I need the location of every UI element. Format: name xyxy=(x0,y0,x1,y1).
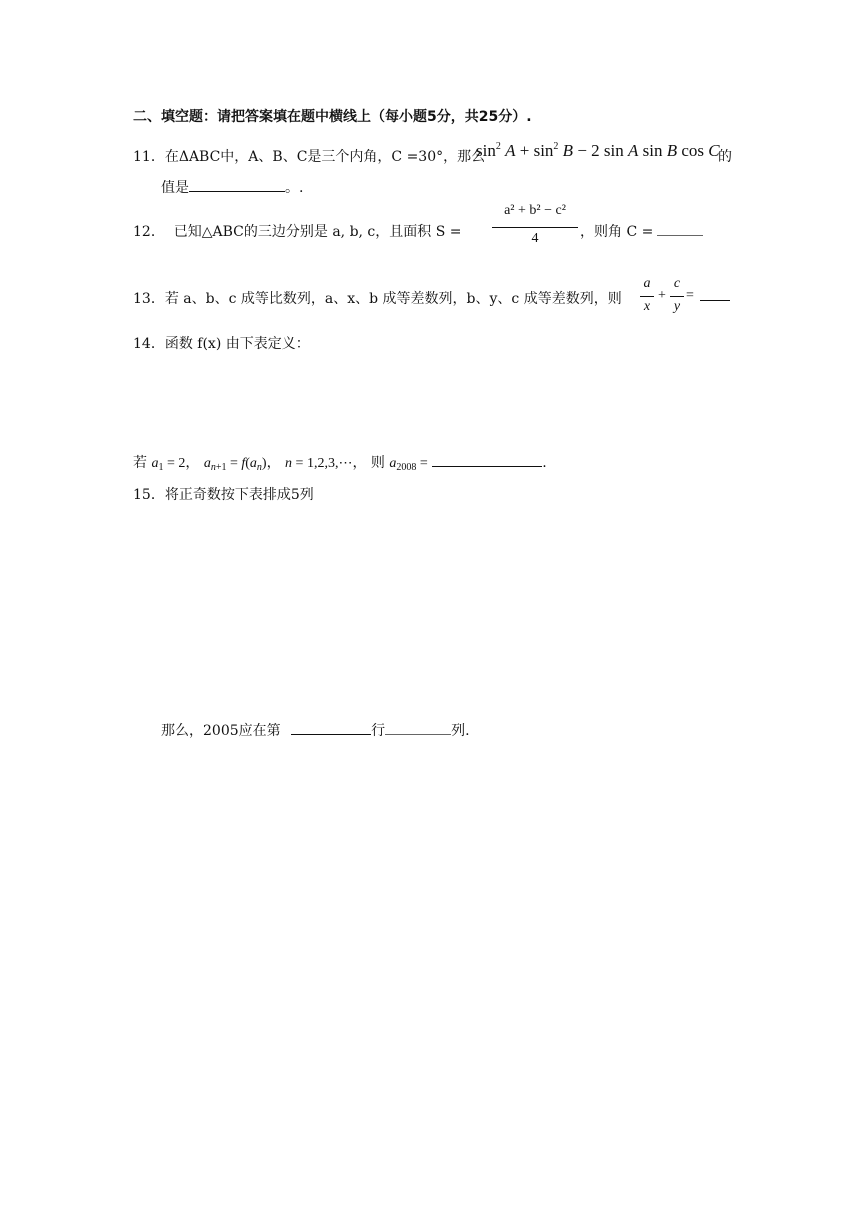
q13-frac2-bar xyxy=(670,296,684,297)
q11-number: 11． xyxy=(133,149,165,165)
q11-formula: $\sin^2 A + \sin^2 B - 2$ sin A sin B cos C xyxy=(476,141,720,160)
q15-row-word: 行 xyxy=(371,723,386,739)
q14-text: 函数 f(x) 由下表定义： xyxy=(164,336,310,352)
q13-answer-blank-wrap xyxy=(700,288,730,305)
q13-frac1-denominator: x xyxy=(643,299,651,314)
q14-cond2: $a_{n+1} = f(a_n)$ xyxy=(203,456,267,473)
q14-number: 14． xyxy=(133,336,165,352)
q13-fraction-c-y xyxy=(670,276,684,320)
q13-plus: + xyxy=(658,288,666,303)
q14-then: 则 xyxy=(370,455,385,471)
q14-target: $a_{2008}$ = xyxy=(389,456,428,473)
q15-answer-prefix: 那么，2005应在第 xyxy=(161,723,281,739)
q13-frac1-numerator: a xyxy=(643,276,651,291)
q11-text: 在ΔABC中，A、B、C是三个内角，C =30°，那么 xyxy=(164,149,486,165)
q15-number: 15． xyxy=(133,487,165,503)
q12-fraction-numerator: a² + b² − c² xyxy=(504,203,566,218)
q13-number: 13． xyxy=(133,291,165,307)
section-heading: 二、填空题：请把答案填在题中横线上（每小题5分，共25分）. xyxy=(133,109,532,125)
q15-answer-line xyxy=(161,720,470,740)
q15-text: 将正奇数按下表排成5列 xyxy=(164,487,314,503)
q14-line2: 若 $a_1 = 2$， $a_{n+1} = f(a_n)$， n = 1,2,3,⋯， 则 $a_{2008}$ = . xyxy=(133,455,547,473)
q12-fraction-bar xyxy=(492,227,578,228)
q14-cond3: n = 1,2,3,⋯ xyxy=(285,456,353,471)
q13-frac1-bar xyxy=(640,296,654,297)
q13-fraction-a-x xyxy=(640,276,654,320)
q11-suffix: 的 xyxy=(718,149,732,165)
q14-cond1: $a_1 = 2$ xyxy=(151,456,186,473)
q14-answer-blank[interactable] xyxy=(432,454,542,467)
question-15 xyxy=(133,484,314,504)
question-12 xyxy=(133,221,462,241)
q13-answer-blank[interactable] xyxy=(700,288,730,301)
q13-frac2-numerator: c xyxy=(673,276,681,291)
q14-end: . xyxy=(542,455,547,471)
q14-prefix: 若 xyxy=(133,455,147,471)
question-13 xyxy=(133,288,622,308)
q12-fraction-denominator: 4 xyxy=(531,231,539,246)
question-14 xyxy=(133,333,310,353)
q13-text: 若 a、b、c 成等比数列，a、x、b 成等差数列，b、y、c 成等差数列，则 xyxy=(164,291,622,307)
q12-number: 12． xyxy=(133,224,165,240)
q15-col-blank[interactable] xyxy=(385,722,451,735)
q15-col-word: 列. xyxy=(451,723,470,739)
q11-end: 。. xyxy=(285,180,304,196)
q12-fraction xyxy=(492,203,578,253)
q12-suffix-text: ，则角 C = xyxy=(580,224,654,240)
q13-frac2-denominator: y xyxy=(673,299,681,314)
q13-equals: = xyxy=(686,288,694,303)
question-11 xyxy=(133,146,485,166)
q11-answer-blank[interactable] xyxy=(189,179,285,192)
q11-value-label: 值是 xyxy=(161,180,189,196)
q12-answer-blank[interactable] xyxy=(657,223,703,236)
q15-row-blank[interactable] xyxy=(291,722,371,735)
q12-text: 已知△ABC的三边分别是 a, b, c，且面积 S = xyxy=(173,224,462,240)
q11-line2 xyxy=(161,177,303,197)
q12-suffix xyxy=(580,221,703,241)
